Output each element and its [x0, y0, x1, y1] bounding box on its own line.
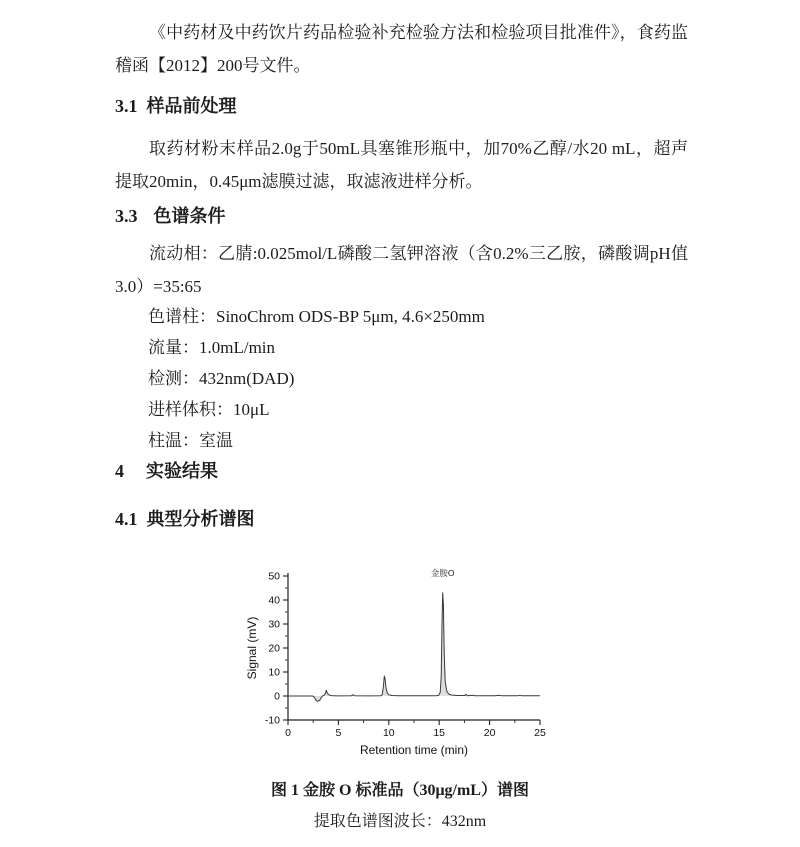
heading-4-1-number: 4.1 [115, 509, 138, 529]
heading-3-1-title: 样品前处理 [146, 96, 237, 116]
chromatogram-chart [240, 558, 580, 768]
y-tick-label: -10 [264, 714, 280, 727]
x-tick-label: 15 [433, 727, 446, 739]
heading-4-number: 4 [115, 461, 124, 481]
chromatogram-trace [288, 593, 540, 702]
chromatographic-conditions-list [148, 301, 688, 456]
y-axis-title: Signal (mV) [245, 616, 259, 680]
mobile-phase-paragraph: 流动相：乙腈:0.025mol/L磷酸二氢钾溶液（含0.2%三乙胺，磷酸调pH值3.0）=35:65 [115, 244, 688, 296]
heading-4-1-title: 典型分析谱图 [146, 509, 255, 529]
intro-paragraph: 《中药材及中药饮片药品检验补充检验方法和检验项目批准件》，食药监稽函【2012】200号文件。 [115, 23, 688, 75]
x-tick-label: 10 [382, 727, 395, 739]
condition-flow-rate: 流量：1.0mL/min [148, 338, 276, 357]
x-tick-label: 0 [285, 727, 291, 739]
y-tick-label: 30 [268, 618, 280, 631]
figure-wavelength-note: 提取色谱图波长：432nm [313, 813, 487, 830]
condition-injection-volume: 进样体积：10μL [148, 400, 270, 419]
y-tick-label: 10 [268, 666, 280, 679]
peak-annotation: 金胺O [430, 568, 455, 578]
x-tick-label: 25 [534, 727, 546, 739]
heading-3-1-number: 3.1 [115, 96, 138, 116]
sample-prep-paragraph: 取药材粉末样品2.0g于50mL具塞锥形瓶中，加70%乙醇/水20 mL，超声提取20min，0.45μm滤膜过滤，取滤液进样分析。 [115, 139, 688, 191]
heading-3-3-number: 3.3 [115, 206, 138, 226]
y-tick-label: 0 [274, 690, 280, 703]
heading-4-title: 实验结果 [146, 461, 218, 481]
condition-detection: 检测：432nm(DAD) [148, 369, 295, 388]
heading-3-3 [115, 204, 226, 228]
heading-3-3-title: 色谱条件 [153, 206, 226, 226]
x-tick-label: 5 [335, 727, 342, 739]
y-tick-label: 50 [268, 570, 280, 583]
heading-4 [115, 459, 218, 483]
heading-4-1 [115, 507, 255, 531]
x-axis-title: Retention time (min) [359, 743, 469, 757]
heading-3-1 [115, 94, 237, 118]
y-tick-label: 40 [268, 594, 280, 607]
y-tick-label: 20 [268, 642, 280, 655]
figure-caption: 图 1 金胺 O 标准品（30μg/mL）谱图 [271, 782, 529, 799]
condition-column-temperature: 柱温：室温 [148, 431, 233, 450]
x-tick-label: 20 [483, 727, 496, 739]
condition-column: 色谱柱：SinoChrom ODS-BP 5μm, 4.6×250mm [148, 307, 485, 326]
